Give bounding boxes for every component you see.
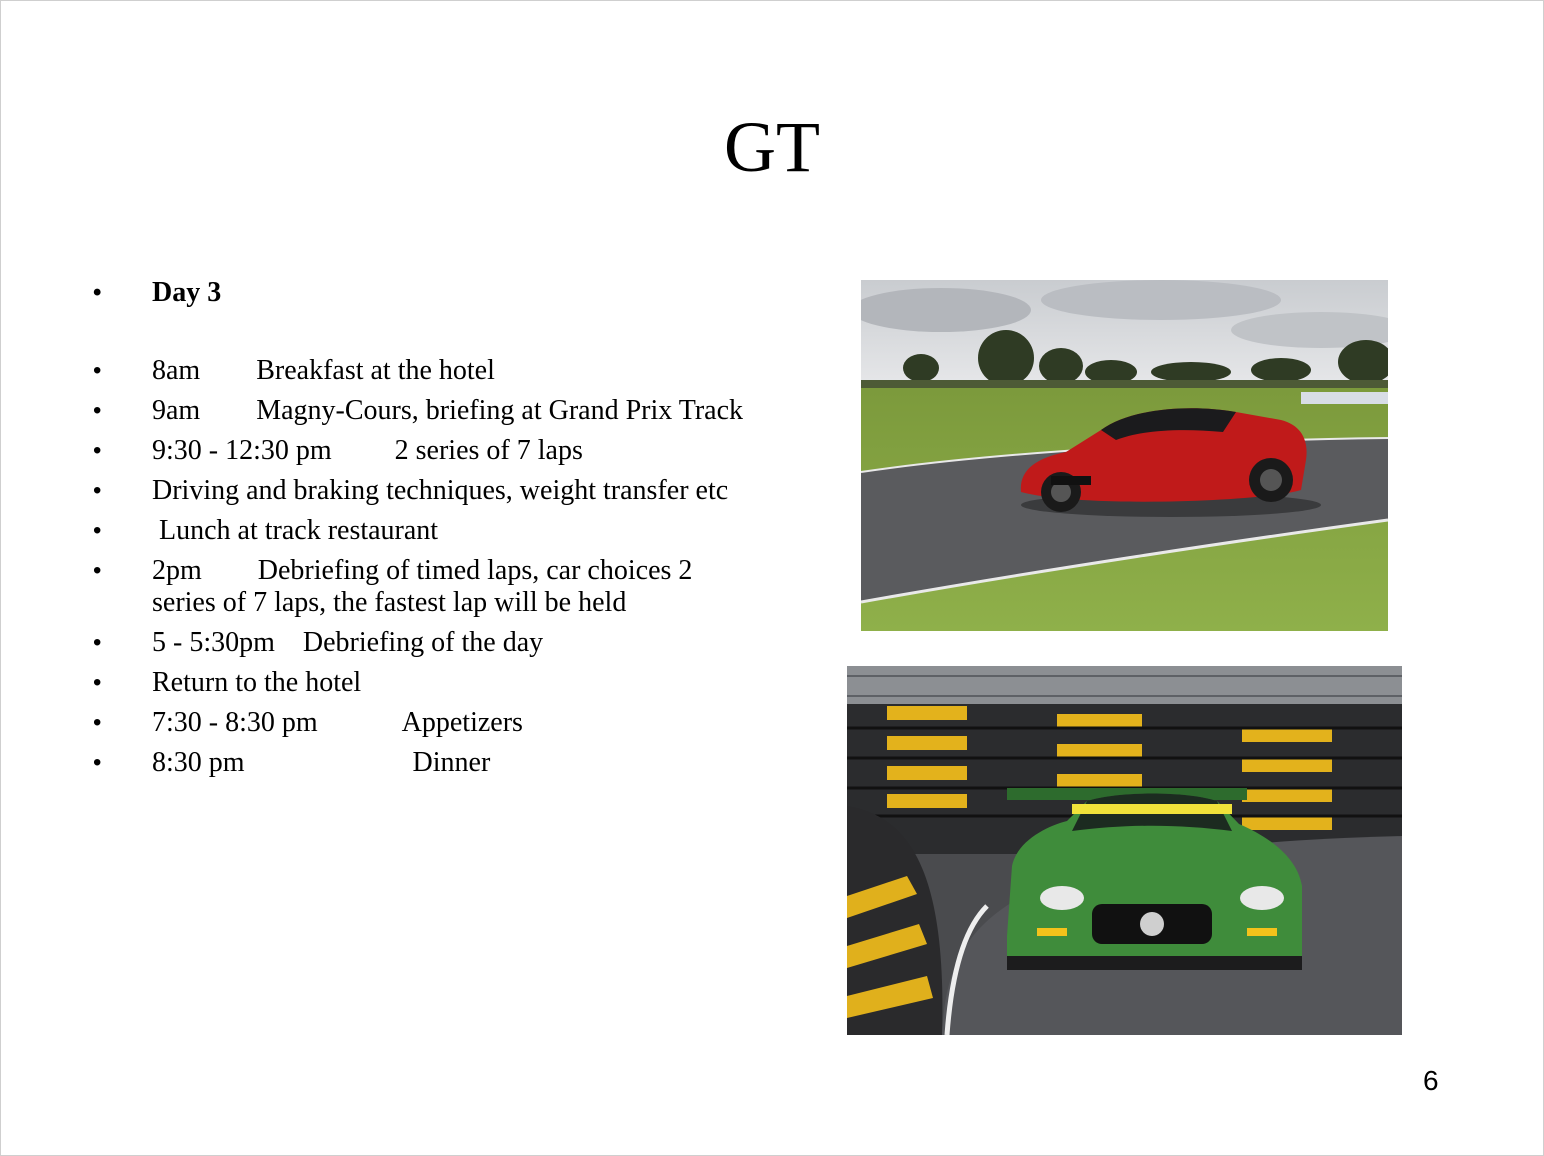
agenda-text: Lunch at track restaurant [152, 515, 439, 546]
red-sports-car-photo [861, 280, 1388, 631]
bullet-icon: • [93, 517, 102, 544]
agenda-text: 5 - 5:30pm Debriefing of the day [152, 627, 544, 658]
list-item [91, 515, 751, 547]
list-item [91, 355, 751, 387]
list-item [91, 475, 751, 507]
bullet-icon: • [93, 279, 102, 306]
list-item [91, 667, 751, 699]
bullet-icon: • [93, 437, 102, 464]
list-item [91, 395, 751, 427]
bullet-icon: • [93, 397, 102, 424]
list-item [91, 707, 751, 739]
agenda-text: Return to the hotel [152, 667, 362, 698]
slide-title: GT [724, 107, 820, 187]
agenda-text: 7:30 - 8:30 pm Appetizers [152, 707, 523, 738]
agenda-text: 9am Magny-Cours, briefing at Grand Prix Track [152, 395, 744, 426]
day-heading: Day 3 [152, 277, 222, 308]
bullet-icon: • [93, 669, 102, 696]
list-item [91, 627, 751, 659]
green-race-car-photo [847, 666, 1402, 1035]
bullet-icon: • [93, 629, 102, 656]
list-item [91, 277, 751, 309]
list-item [91, 435, 751, 467]
agenda-text: 8am Breakfast at the hotel [152, 355, 495, 386]
agenda-text: Driving and braking techniques, weight transfer etc [152, 475, 729, 506]
agenda-text: 8:30 pm Dinner [152, 747, 491, 778]
bullet-icon: • [93, 749, 102, 776]
list-item [91, 555, 751, 619]
page-number: 6 [1423, 1065, 1439, 1096]
agenda-text: 9:30 - 12:30 pm 2 series of 7 laps [152, 435, 583, 466]
agenda-list [91, 277, 751, 787]
agenda-text: 2pm Debriefing of timed laps, car choices 2 series of 7 laps, the fastest lap will be held [152, 555, 700, 618]
bullet-icon: • [93, 709, 102, 736]
bullet-icon: • [93, 477, 102, 504]
list-item [91, 747, 751, 779]
bullet-icon: • [93, 357, 102, 384]
bullet-icon: • [93, 557, 102, 584]
